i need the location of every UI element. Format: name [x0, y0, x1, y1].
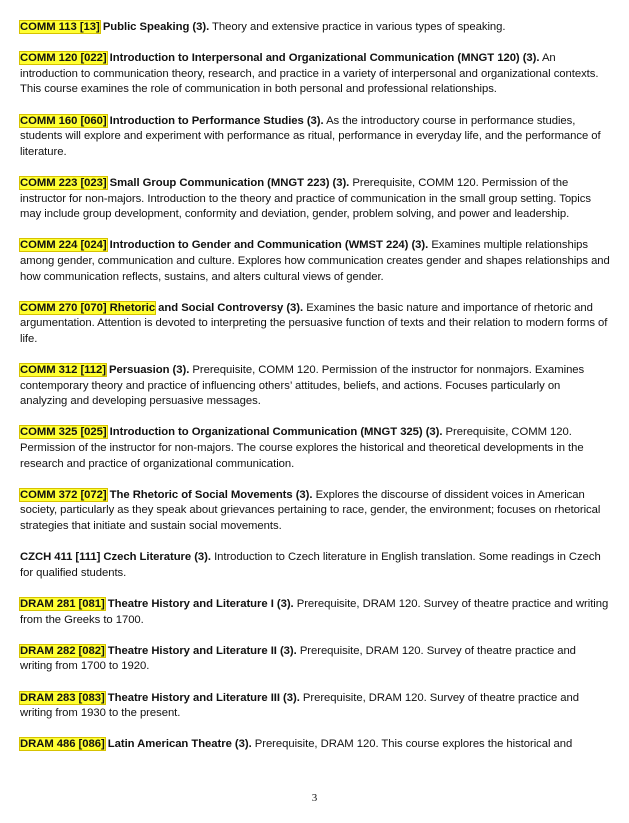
course-entry-comm-160 — [20, 114, 610, 161]
course-code-highlight: COMM 325 [025] — [20, 426, 107, 439]
course-description: Explores the discourse of dissident voices in American society, particularly as they speak about grievances pertaining to race, gender, the environment; focuses on rhetorical strategies that initiate and sustain social movements. — [20, 488, 601, 532]
page-number: 3 — [311, 792, 318, 804]
course-title: and Social Controversy (3). — [158, 301, 304, 314]
course-code-highlight: COMM 224 [024] — [20, 239, 107, 252]
course-description: Theory and extensive practice in various types of speaking. — [212, 21, 506, 33]
course-title: Czech Literature (3). — [103, 551, 211, 564]
course-description: Prerequisite, COMM 120. Permission of the instructor for nonmajors. Examines contemporary theory and practice of influencing others’ attitudes, beliefs, and actions. Focuses particularly on analyzing and developing persuasive messages. — [20, 364, 585, 408]
course-code-highlight: COMM 223 [023] — [20, 176, 107, 189]
course-title: Introduction to Organizational Communication (MNGT 325) (3). — [109, 426, 443, 439]
course-description: Introduction to Czech literature in English translation. Some readings in Czech for qualified students. — [20, 551, 601, 579]
course-code-highlight: COMM 372 [072] — [20, 488, 107, 501]
course-code-highlight: DRAM 486 [086] — [20, 738, 105, 751]
course-entry-czch-411 — [20, 550, 610, 581]
course-entry-comm-270 — [20, 301, 610, 348]
course-entry-comm-223 — [20, 176, 610, 223]
course-catalog-page — [20, 20, 610, 769]
course-entry-dram-486 — [20, 737, 610, 753]
course-code-highlight: COMM 160 [060] — [20, 114, 107, 127]
course-title: Theatre History and Literature II (3). — [107, 644, 297, 657]
course-description: Prerequisite, DRAM 120. Survey of theatre practice and writing from 1700 to 1920. — [20, 644, 576, 673]
course-title: Introduction to Gender and Communication (WMST 224) (3). — [109, 239, 429, 252]
course-entry-dram-281 — [20, 597, 610, 628]
course-title: Public Speaking (3). — [102, 21, 210, 33]
course-code-highlight: COMM 270 [070] Rhetoric — [20, 301, 156, 314]
course-entry-comm-312 — [20, 363, 610, 410]
course-code-highlight: DRAM 281 [081] — [20, 597, 105, 610]
course-title: Introduction to Performance Studies (3). — [109, 114, 324, 127]
course-entry-comm-113 — [20, 20, 610, 36]
course-title: Latin American Theatre (3). — [107, 738, 252, 751]
course-description: Prerequisite, DRAM 120. Survey of theatre practice and writing from 1930 to the present. — [20, 691, 579, 720]
course-code-highlight: DRAM 282 [082] — [20, 644, 105, 657]
course-title: Theatre History and Literature III (3). — [107, 691, 300, 704]
course-description: Prerequisite, DRAM 120. Survey of theatre practice and writing from the Greeks to 1700. — [20, 597, 609, 626]
course-code-highlight: COMM 113 [13] — [20, 21, 100, 33]
course-description: Prerequisite, COMM 120. Permission of the instructor for non-majors. The course explores the historical and theoretical developments in the research and practice of organizational communication. — [20, 426, 584, 470]
course-description: Examines multiple relationships among gender, communication and culture. Explores how communication creates gender and shapes relationships and how communication reflects, sustains, and alters cultural views of gender. — [20, 239, 610, 283]
course-title: Small Group Communication (MNGT 223) (3). — [109, 176, 350, 189]
course-description: Prerequisite, DRAM 120. This course explores the historical and — [254, 738, 573, 751]
course-entry-comm-372 — [20, 488, 610, 535]
course-code-highlight: COMM 312 [112] — [20, 364, 106, 377]
course-entry-comm-325 — [20, 425, 610, 472]
course-description: Examines the basic nature and importance of rhetoric and argumentation. Attention is devoted to interpreting the persuasive function of texts and their relation to modern forms of life. — [20, 301, 608, 345]
course-code-highlight: DRAM 283 [083] — [20, 691, 105, 704]
course-entry-dram-283 — [20, 691, 610, 722]
course-description: As the introductory course in performance studies, students will explore and experiment with performance as ritual, performance in everyday life, and the performance of literature. — [20, 114, 601, 158]
course-description: An introduction to communication theory, research, and practice in a variety of interpersonal and organizational contexts. This course examines the role of communication in both personal and professional relationships. — [20, 52, 599, 96]
course-title: Introduction to Interpersonal and Organizational Communication (MNGT 120) (3). — [109, 52, 540, 65]
course-code-highlight: COMM 120 [022] — [20, 52, 107, 65]
course-description: Prerequisite, COMM 120. Permission of the instructor for non-majors. Introduction to the theory and practice of communication in the small group setting. Topics may include group development, conformity and deviation, gender, problem solving, and power and leadership. — [20, 176, 591, 221]
course-title: The Rhetoric of Social Movements (3). — [109, 488, 313, 501]
course-entry-dram-282 — [20, 644, 610, 675]
course-title: Persuasion (3). — [109, 364, 190, 377]
course-title: Theatre History and Literature I (3). — [107, 597, 294, 610]
course-code: CZCH 411 [111] — [20, 551, 101, 564]
course-entry-comm-120 — [20, 51, 610, 98]
course-entry-comm-224 — [20, 238, 610, 285]
